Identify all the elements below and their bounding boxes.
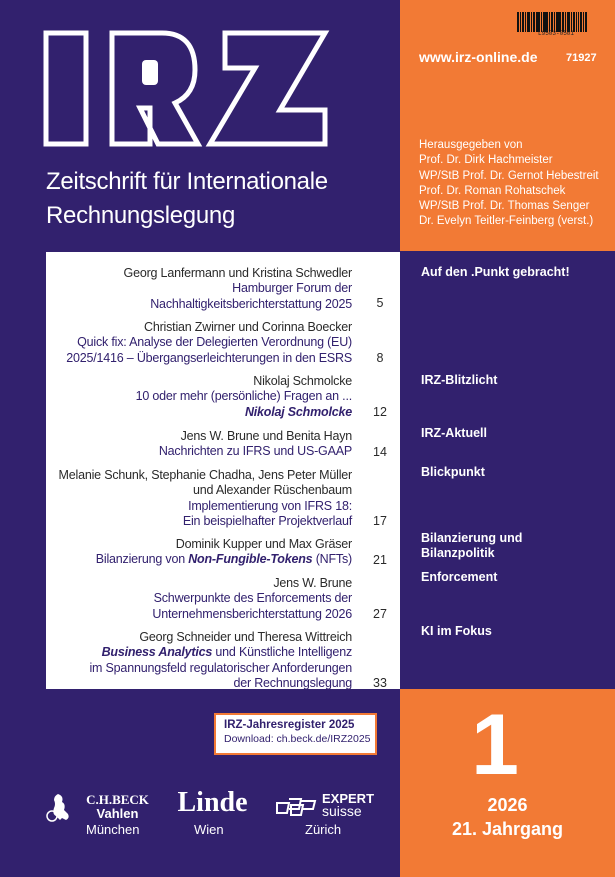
journal-code: 71927	[566, 52, 597, 64]
toc-entry[interactable]	[66, 320, 352, 366]
section-label: IRZ-Aktuell	[421, 426, 487, 440]
toc-page-number: 21	[373, 553, 387, 567]
subtitle-line-2: Rechnungslegung	[46, 202, 235, 229]
publisher-city: München	[86, 822, 140, 837]
toc-page-number: 33	[373, 676, 387, 690]
toc-authors: Georg Schneider und Theresa Wittreich	[139, 630, 352, 644]
register-download-link[interactable]: Download: ch.beck.de/IRZ2025	[224, 733, 371, 745]
editor-name: WP/StB Prof. Dr. Thomas Senger	[419, 200, 590, 213]
toc-authors: Georg Lanfermann und Kristina Schwedler	[123, 266, 352, 280]
toc-title: 2025/1416 – Übergangserleichterungen in den ESRS	[66, 350, 352, 365]
toc-entry[interactable]	[136, 374, 352, 420]
toc-title: Hamburger Forum der	[232, 281, 352, 296]
toc-entry[interactable]	[96, 537, 352, 568]
toc-entry[interactable]	[59, 468, 352, 530]
publisher-expertsuisse: EXPERT suisse	[322, 791, 375, 819]
barcode-icon	[517, 10, 602, 32]
toc-authors: Jens W. Brune	[273, 576, 352, 590]
toc-authors: Dominik Kupper und Max Gräser	[175, 537, 352, 551]
barcode-number: L9503-0501	[538, 30, 575, 37]
editor-name: Prof. Dr. Roman Rohatschek	[419, 184, 566, 197]
editor-name: WP/StB Prof. Dr. Gernot Hebestreit	[419, 169, 599, 182]
toc-title: Unternehmensberichterstattung 2026	[152, 606, 352, 621]
annual-register-box[interactable]	[214, 713, 377, 755]
toc-title: Nachhaltigkeitsberichterstattung 2025	[150, 296, 352, 311]
toc-page-number: 27	[373, 607, 387, 621]
toc-entry[interactable]	[124, 266, 352, 312]
toc-page-number: 8	[376, 351, 384, 365]
toc-title: Ein beispielhafter Projektverlauf	[182, 514, 352, 529]
issue-volume: 21. Jahrgang	[451, 819, 564, 839]
section-label: IRZ-Blitzlicht	[421, 373, 498, 387]
toc-authors: Melanie Schunk, Stephanie Chadha, Jens Peter Müller	[58, 468, 352, 482]
editor-name: Dr. Evelyn Teitler-Feinberg (verst.)	[419, 215, 594, 228]
toc-title: der Rechnungslegung	[233, 676, 352, 691]
editors-heading: Herausgegeben von	[419, 139, 523, 151]
toc-page-number: 5	[376, 296, 384, 310]
section-label: Auf den .Punkt gebracht!	[421, 265, 570, 279]
publisher-chbeck-vahlen: C.H.BECK Vahlen	[86, 792, 149, 821]
publisher-city: Zürich	[305, 822, 342, 837]
toc-page-number: 14	[373, 445, 387, 459]
toc-title: Nachrichten zu IFRS und US-GAAP	[158, 444, 352, 459]
toc-title: Business Analytics und Künstliche Intelligenz	[101, 645, 352, 660]
publisher-city: Wien	[194, 822, 224, 837]
chbeck-griffin-logo-icon	[44, 792, 72, 822]
toc-authors: Jens W. Brune und Benita Hayn	[180, 429, 352, 443]
toc-title-italic: Nikolaj Schmolcke	[244, 404, 352, 419]
issue-year: 2026	[487, 795, 528, 815]
toc-authors: Christian Zwirner und Corinna Boecker	[144, 320, 352, 334]
toc-entry[interactable]	[89, 630, 352, 692]
section-label: KI im Fokus	[421, 624, 492, 638]
toc-page-number: 12	[373, 405, 387, 419]
section-label: Enforcement	[421, 570, 498, 584]
toc-authors: Nikolaj Schmolcke	[253, 374, 352, 388]
irz-logo-icon	[40, 28, 340, 150]
toc-title: im Spannungsfeld regulatorischer Anforderungen	[89, 660, 352, 675]
toc-title: Bilanzierung von Non-Fungible-Tokens (NFTs)	[95, 552, 352, 567]
issue-number: 1	[471, 697, 519, 793]
linde-logo: Linde	[177, 787, 248, 818]
editors-list	[419, 138, 599, 230]
toc-page-number: 17	[373, 514, 387, 528]
toc-entry[interactable]	[159, 429, 352, 460]
toc-title: Schwerpunkte des Enforcements der	[153, 591, 352, 606]
toc-authors: und Alexander Rüschenbaum	[192, 483, 352, 498]
toc-title: Quick fix: Analyse der Delegierten Verordnung (EU)	[77, 335, 352, 350]
table-of-contents	[46, 252, 400, 689]
toc-title: 10 oder mehr (persönliche) Fragen an ...	[135, 389, 352, 404]
website-link[interactable]: www.irz-online.de	[419, 49, 538, 65]
journal-subtitle	[46, 165, 328, 233]
toc-entry[interactable]	[152, 576, 352, 622]
subtitle-line-1: Zeitschrift für Internationale	[46, 168, 328, 195]
section-label: Blickpunkt	[421, 465, 485, 479]
toc-title: Implementierung von IFRS 18:	[188, 498, 352, 513]
editor-name: Prof. Dr. Dirk Hachmeister	[419, 154, 553, 167]
expertsuisse-logo-icon	[275, 795, 317, 817]
register-title: IRZ-Jahresregister 2025	[224, 719, 355, 731]
section-label: Bilanzierung und Bilanzpolitik	[421, 531, 523, 560]
